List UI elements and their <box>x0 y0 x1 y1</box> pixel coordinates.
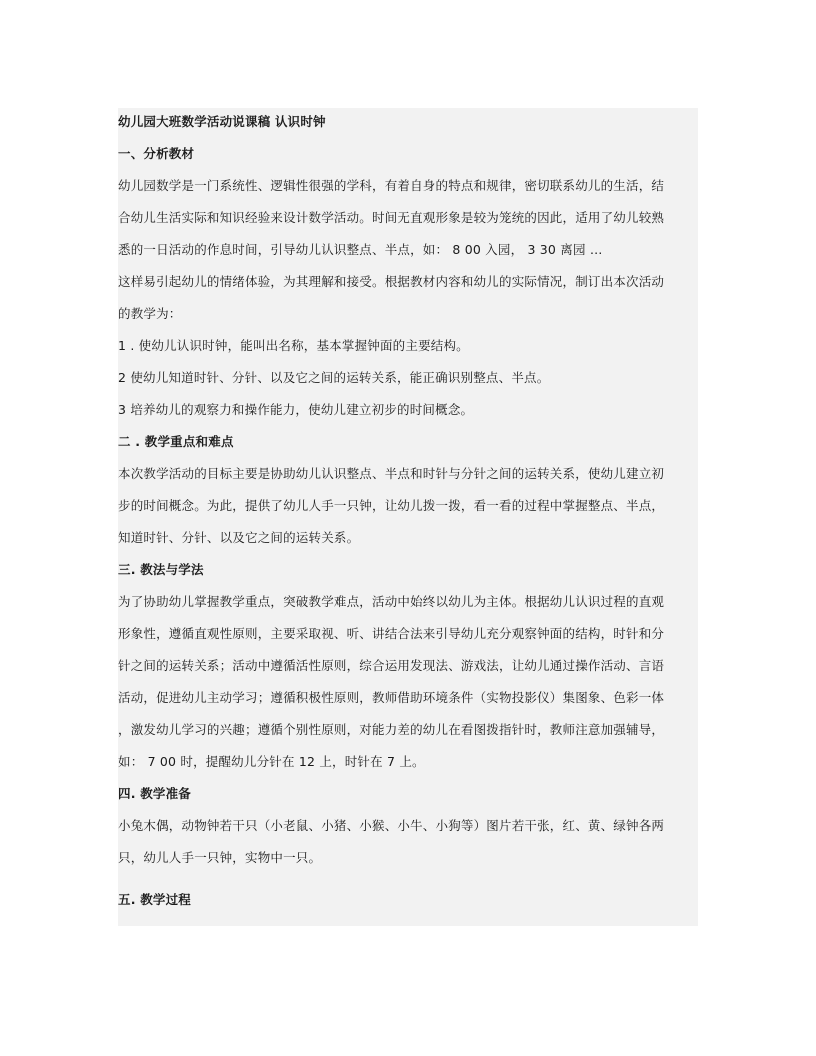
paragraph-line: 这样易引起幼儿的情绪体验，为其理解和接受。根据教材内容和幼儿的实际情况，制订出本次活动 <box>118 274 665 289</box>
paragraph-line: ，激发幼儿学习的兴趣；遵循个别性原则，对能力差的幼儿在看图拨指针时，教师注意加强辅导， <box>118 722 665 737</box>
paragraph-line: 为了协助幼儿掌握教学重点，突破教学难点，活动中始终以幼儿为主体。根据幼儿认识过程的直观 <box>118 594 665 609</box>
section-heading: 五. 教学过程 <box>118 892 192 907</box>
paragraph-line: 步的时间概念。为此，提供了幼儿人手一只钟，让幼儿拨一拨，看一看的过程中掌握整点、半点， <box>118 498 665 513</box>
paragraph-line: 只，幼儿人手一只钟，实物中一只。 <box>118 850 322 865</box>
paragraph-line: 悉的一日活动的作息时间，引导幼儿认识整点、半点，如： 8 00 入园， 3 30 离园 … <box>118 242 603 257</box>
paragraph-line: 1 . 使幼儿认识时钟，能叫出名称，基本掌握钟面的主要结构。 <box>118 338 469 353</box>
document-page <box>118 108 698 926</box>
paragraph-line: 如： 7 00 时，提醒幼儿分针在 12 上，时针在 7 上。 <box>118 754 425 769</box>
paragraph-line: 2 使幼儿知道时针、分针、以及它之间的运转关系，能正确识别整点、半点。 <box>118 370 550 385</box>
paragraph-line: 3 培养幼儿的观察力和操作能力，使幼儿建立初步的时间概念。 <box>118 402 474 417</box>
paragraph-line: 幼儿园数学是一门系统性、逻辑性很强的学科，有着自身的特点和规律，密切联系幼儿的生活，结 <box>118 178 665 193</box>
paragraph-line: 形象性，遵循直观性原则，主要采取视、听、讲结合法来引导幼儿充分观察钟面的结构，时针和分 <box>118 626 665 641</box>
section-heading: 二 . 教学重点和难点 <box>118 434 234 449</box>
paragraph-line: 本次教学活动的目标主要是协助幼儿认识整点、半点和时针与分针之间的运转关系，使幼儿建立初 <box>118 466 665 481</box>
paragraph-line: 针之间的运转关系；活动中遵循活性原则，综合运用发现法、游戏法，让幼儿通过操作活动、言语 <box>118 658 665 673</box>
section-heading: 四. 教学准备 <box>118 786 192 801</box>
paragraph-line: 小兔木偶，动物钟若干只（小老鼠、小猪、小猴、小牛、小狗等）图片若干张，红、黄、绿钟各两 <box>118 818 665 833</box>
document-title: 幼儿园大班数学活动说课稿 认识时钟 <box>118 114 326 129</box>
paragraph-line: 知道时针、分针、以及它之间的运转关系。 <box>118 530 360 545</box>
section-heading: 一、分析教材 <box>118 146 195 161</box>
section-heading: 三. 教法与学法 <box>118 562 204 577</box>
paragraph-line: 合幼儿生活实际和知识经验来设计数学活动。时间无直观形象是较为笼统的因此，适用了幼儿较熟 <box>118 210 665 225</box>
paragraph-line: 的教学为： <box>118 306 182 321</box>
paragraph-line: 活动，促进幼儿主动学习；遵循积极性原则，教师借助环境条件（实物投影仪）集图象、色彩一体 <box>118 690 665 705</box>
